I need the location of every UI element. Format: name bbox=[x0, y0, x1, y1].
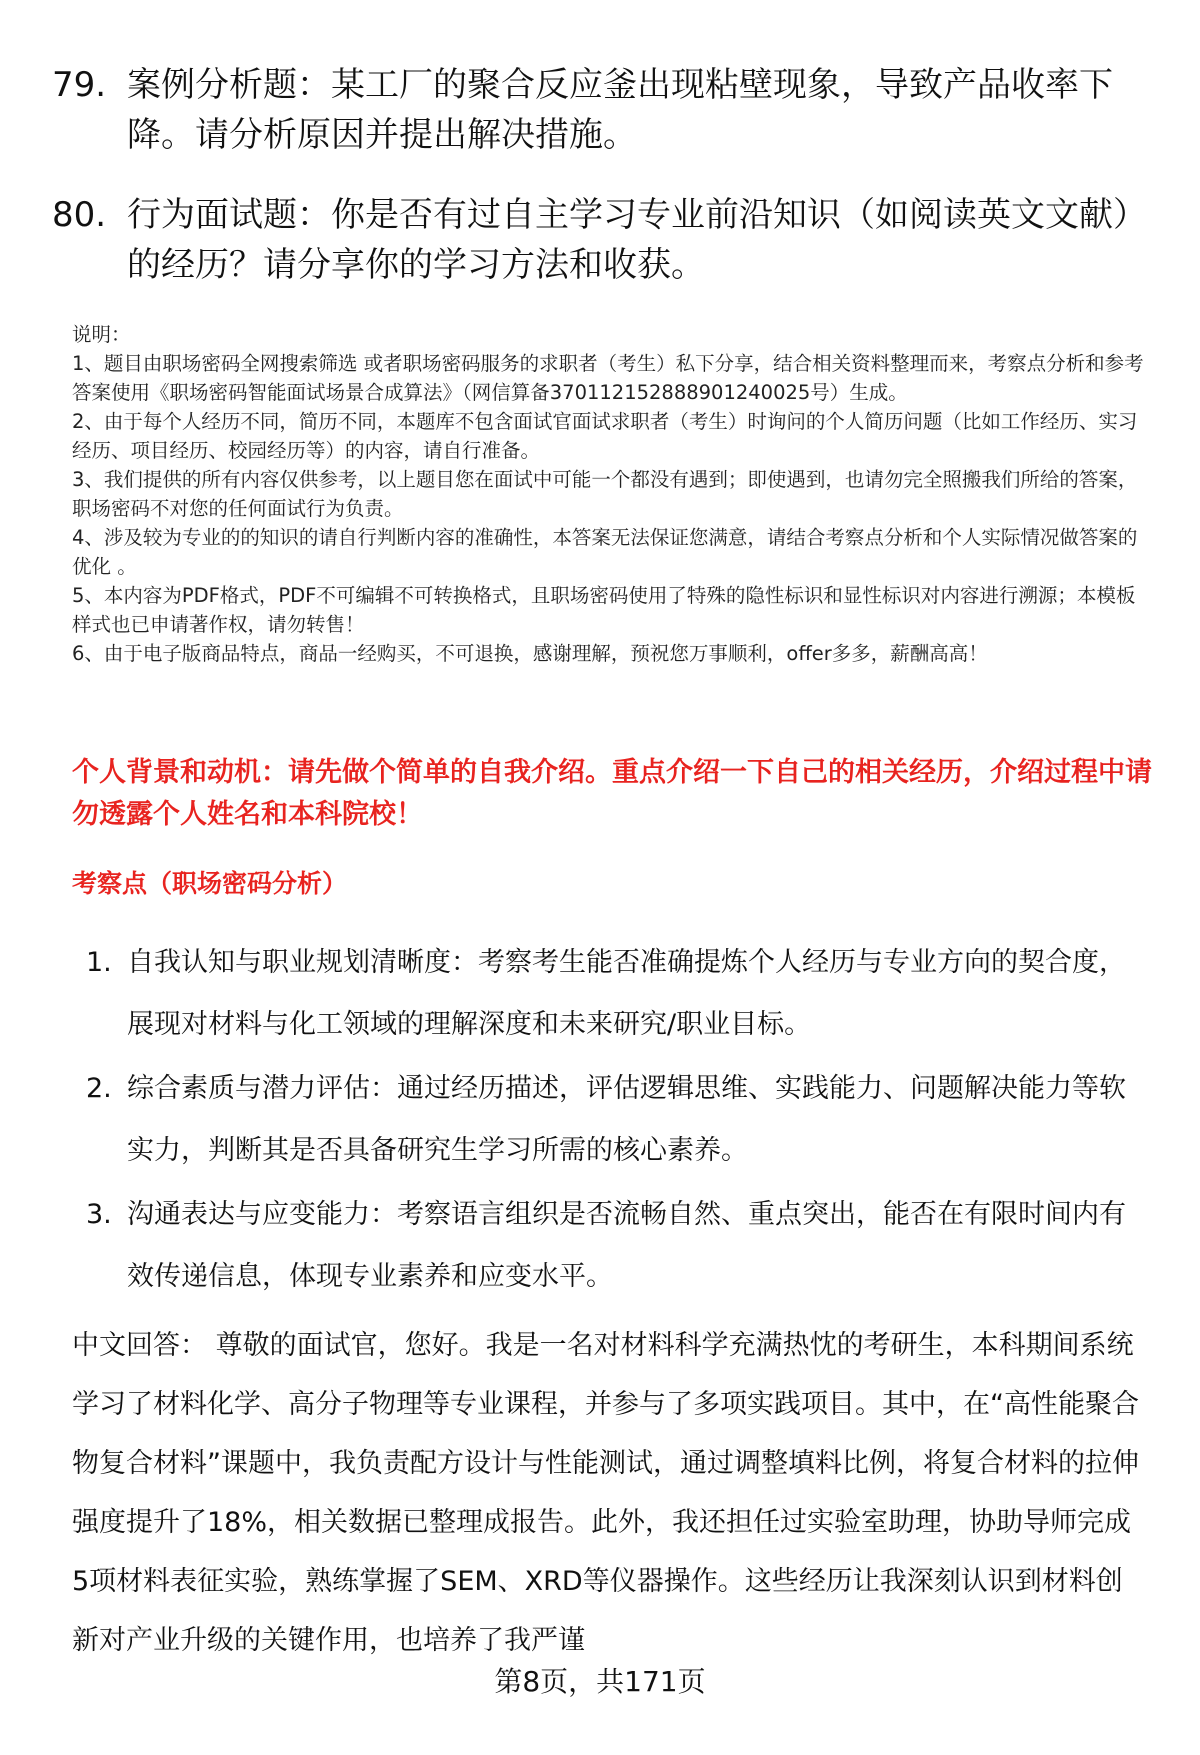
note-item: 5、本内容为PDF格式，PDF不可编辑不可转换格式，且职场密码使用了特殊的隐性标识和显性标识对内容进行溯源；本模板样式也已申请著作权，请勿转售！ bbox=[72, 584, 1136, 636]
analysis-item bbox=[0, 1184, 1200, 1308]
notes-title: 说明： bbox=[72, 323, 131, 346]
notes-section bbox=[72, 320, 1152, 668]
item-text: 沟通表达与应变能力：考察语言组织是否流畅自然、重点突出，能否在有限时间内有效传递信息，体现专业素养和应变水平。 bbox=[127, 1199, 1126, 1292]
note-item: 6、由于电子版商品特点，商品一经购买，不可退换，感谢理解，预祝您万事顺利，offer多多，薪酬高高！ bbox=[72, 642, 988, 665]
note-item: 4、涉及较为专业的的知识的请自行判断内容的准确性，本答案无法保证您满意，请结合考察点分析和个人实际情况做答案的优化 。 bbox=[72, 526, 1138, 578]
question-number: 79. bbox=[52, 65, 107, 105]
page-footer: 第8页，共171页 bbox=[494, 1665, 706, 1698]
question-text: 行为面试题：你是否有过自主学习专业前沿知识（如阅读英文文献）的经历？请分享你的学习方法和收获。 bbox=[127, 195, 1130, 285]
item-text: 综合素质与潜力评估：通过经历描述，评估逻辑思维、实践能力、问题解决能力等软实力，判断其是否具备研究生学习所需的核心素养。 bbox=[127, 1073, 1126, 1166]
note-item: 1、题目由职场密码全网搜索筛选 或者职场密码服务的求职者（考生）私下分享，结合相关资料整理而来，考察点分析和参考答案使用《职场密码智能面试场景合成算法》（网信算备370112152888901240025号）生成。 bbox=[72, 352, 1144, 404]
analysis-list bbox=[0, 932, 1200, 1310]
item-number: 1. bbox=[86, 947, 112, 978]
item-number: 2. bbox=[86, 1073, 112, 1104]
note-item: 2、由于每个人经历不同，简历不同，本题库不包含面试官面试求职者（考生）时询问的个人简历问题（比如工作经历、实习经历、项目经历、校园经历等）的内容，请自行准备。 bbox=[72, 410, 1138, 462]
answer-text: 中文回答： 尊敬的面试官，您好。我是一名对材料科学充满热忱的考研生，本科期间系统学习了材料化学、高分子物理等专业课程，并参与了多项实践项目。其中，在“高性能聚合物复合材料”课题中，我负责配方设计与性能测试，通过调整填料比例，将复合材料的拉伸强度提升了18%，相关数据已整理成报告。此外，我还担任过实验室助理，协助导师完成5项材料表征实验，熟练掌握了SEM、XRD等仪器操作。这些经历让我深刻认识到材料创新对产业升级的关键作用，也培养了我严谨 bbox=[72, 1330, 1139, 1656]
analysis-item bbox=[0, 1058, 1200, 1182]
item-number: 3. bbox=[86, 1199, 112, 1230]
item-text: 自我认知与职业规划清晰度：考察考生能否准确提炼个人经历与专业方向的契合度，展现对材料与化工领域的理解深度和未来研究/职业目标。 bbox=[127, 947, 1126, 1040]
analysis-item bbox=[0, 932, 1200, 1056]
note-item: 3、我们提供的所有内容仅供参考，以上题目您在面试中可能一个都没有遇到；即使遇到，也请勿完全照搬我们所给的答案，职场密码不对您的任何面试行为负责。 bbox=[72, 468, 1138, 520]
question-text: 案例分析题：某工厂的聚合反应釜出现粘壁现象，导致产品收率下降。请分析原因并提出解决措施。 bbox=[127, 65, 1113, 155]
question-number: 80. bbox=[52, 195, 107, 235]
section-heading: 个人背景和动机：请先做个简单的自我介绍。重点介绍一下自己的相关经历，介绍过程中请勿透露个人姓名和本科院校！ bbox=[72, 757, 1152, 830]
analysis-title: 考察点（职场密码分析） bbox=[72, 869, 348, 898]
